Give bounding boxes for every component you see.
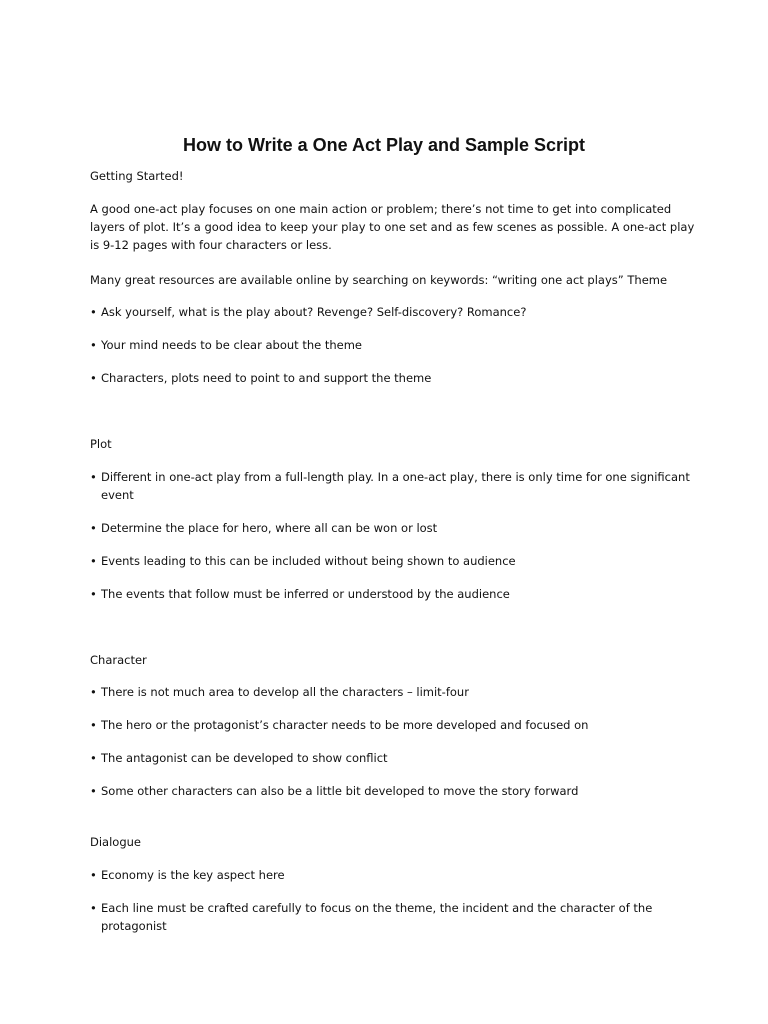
list-item-text: Different in one-act play from a full-length play. In a one-act play, there is only time for one significant bbox=[101, 470, 690, 484]
bullet-marker: • bbox=[90, 521, 97, 535]
list-item bbox=[90, 468, 690, 504]
bullet-marker: • bbox=[90, 338, 97, 352]
bullet-marker: • bbox=[90, 587, 97, 601]
list-item bbox=[90, 683, 690, 701]
list-item bbox=[90, 585, 690, 603]
bullet-marker: • bbox=[90, 868, 97, 882]
bullet-marker: • bbox=[90, 685, 97, 699]
list-item-text: The antagonist can be developed to show conflict bbox=[101, 751, 388, 765]
page-title: How to Write a One Act Play and Sample Script bbox=[182, 135, 586, 155]
list-item-text: Characters, plots need to point to and support the theme bbox=[101, 371, 432, 385]
list-item-text: Each line must be crafted carefully to focus on the theme, the incident and the character of the bbox=[101, 901, 653, 915]
list-item bbox=[90, 369, 690, 387]
list-item bbox=[90, 519, 690, 537]
paragraph-line: layers of plot. It’s a good idea to keep your play to one set and as few scenes as possible. A one-act play bbox=[90, 220, 695, 234]
list-item-text-continued: event bbox=[101, 488, 134, 502]
list-item-text: Ask yourself, what is the play about? Revenge? Self-discovery? Romance? bbox=[101, 305, 527, 319]
section-heading-getting-started: Getting Started! bbox=[90, 169, 184, 183]
bullet-marker: • bbox=[90, 784, 97, 798]
bullet-marker: • bbox=[90, 371, 97, 385]
bullet-marker: • bbox=[90, 554, 97, 568]
paragraph-line: is 9-12 pages with four characters or less. bbox=[90, 238, 332, 252]
list-item bbox=[90, 303, 690, 321]
list-item-text: Your mind needs to be clear about the theme bbox=[101, 338, 363, 352]
section-heading-character: Character bbox=[90, 653, 147, 667]
list-item bbox=[90, 552, 690, 570]
paragraph-line: A good one-act play focuses on one main action or problem; there’s not time to get into complicated bbox=[90, 202, 672, 216]
list-item-text: Determine the place for hero, where all can be won or lost bbox=[101, 521, 438, 535]
list-item bbox=[90, 899, 690, 935]
list-item-text: The hero or the protagonist’s character needs to be more developed and focused on bbox=[101, 718, 589, 732]
bullet-marker: • bbox=[90, 901, 97, 915]
list-item bbox=[90, 749, 690, 767]
bullet-marker: • bbox=[90, 470, 97, 484]
list-item-text: The events that follow must be inferred or understood by the audience bbox=[101, 587, 510, 601]
list-item bbox=[90, 782, 690, 800]
list-item-text: There is not much area to develop all the characters – limit-four bbox=[101, 685, 469, 699]
bullet-marker: • bbox=[90, 751, 97, 765]
list-item bbox=[90, 336, 690, 354]
bullet-marker: • bbox=[90, 305, 97, 319]
list-item-text: Economy is the key aspect here bbox=[101, 868, 285, 882]
resources-paragraph: Many great resources are available online by searching on keywords: “writing one act plays” Theme bbox=[90, 273, 668, 287]
list-item-text: Events leading to this can be included without being shown to audience bbox=[101, 554, 516, 568]
section-heading-dialogue: Dialogue bbox=[90, 835, 141, 849]
list-item bbox=[90, 866, 690, 884]
list-item-text: Some other characters can also be a little bit developed to move the story forward bbox=[101, 784, 579, 798]
list-item-text-continued: protagonist bbox=[101, 919, 167, 933]
list-item bbox=[90, 716, 690, 734]
bullet-marker: • bbox=[90, 718, 97, 732]
section-heading-plot: Plot bbox=[90, 437, 112, 451]
